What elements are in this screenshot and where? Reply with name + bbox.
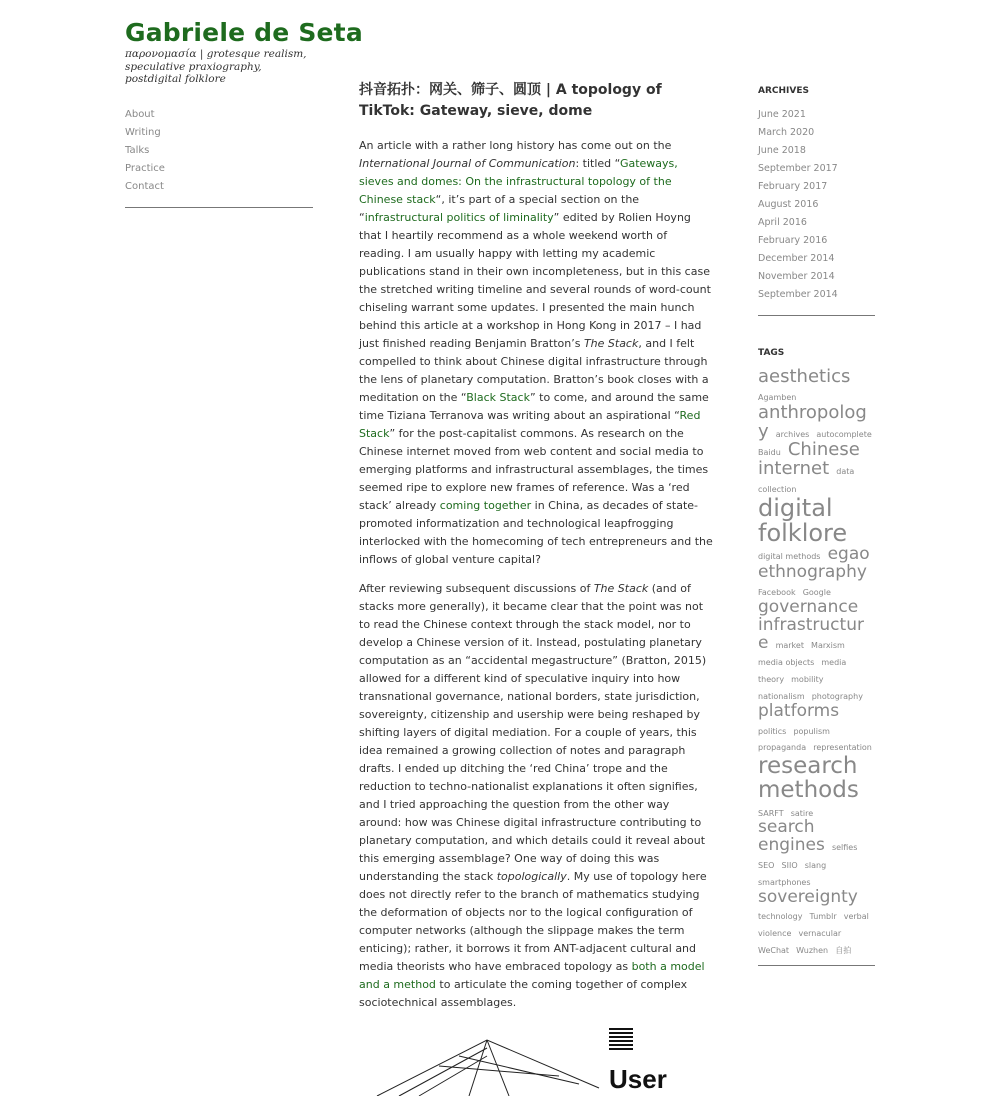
inline-link[interactable]: coming together (439, 499, 532, 512)
tag-link[interactable]: search engines (758, 817, 825, 856)
tag-cloud (758, 368, 875, 957)
tag-link[interactable]: governance (758, 596, 859, 617)
tag-link[interactable]: 自拍 (835, 946, 852, 956)
tag-link[interactable]: Google (802, 588, 831, 598)
tags-title: TAGS (758, 348, 785, 358)
tag-link[interactable]: slang (804, 861, 827, 871)
tag-link[interactable]: sovereignty (758, 886, 858, 907)
tag-link[interactable]: Marxism (811, 640, 845, 650)
emphasis-text: topologically (496, 870, 567, 883)
nav-item-about[interactable]: About (125, 108, 155, 120)
tag-link[interactable]: propaganda (758, 743, 807, 753)
tag-link[interactable]: mobility (791, 675, 824, 685)
tag-link[interactable]: platforms (758, 700, 840, 721)
tag-link[interactable]: Wuzhen (796, 946, 829, 956)
site-header (125, 18, 363, 208)
tag-link[interactable]: infrastructure (758, 614, 864, 653)
tag-link[interactable]: nationalism (758, 692, 805, 702)
inline-link[interactable]: infrastructural politics of liminality (364, 211, 554, 224)
tag-link[interactable]: selfies (831, 843, 858, 853)
tag-link[interactable]: Agamben (758, 392, 797, 402)
text-run: ” for the post-capitalist commons. As research on the Chinese internet moved from web content and social media to emerging platforms and infrastructural assemblages, the times seemed ripe to explore new frames of reference. Was a ‘red stack’ already (359, 427, 709, 512)
inline-link[interactable]: Black Stack (466, 391, 530, 404)
tag-link[interactable]: technology (758, 912, 803, 922)
text-run: (and of stacks more generally), it became clear that the point was not to read the Chinese context through the stack model, nor to develop a Chinese version of it. Instead, postulating planetary computation as an “accidental megastructure” (Bratton, 2015) allowed for a different kind of speculative inquiry into how transnational governance, national borders, state jurisdiction, sovereignty, citizenship and usership were being reshaped by shifting layers of digital mediation. For a couple of years, this idea remained a growing collection of notes and paragraph drafts. I ended up ditching the ‘red China’ trope and the reduction to techno-nationalist explanations it often signifies, and I tried approaching the question from the other way around: how was Chinese digital infrastructure contributing to planetary computation, and which details could it reveal about this emerging assemblage? One way of doing this was understanding the stack (359, 582, 707, 883)
text-run: ” edited by Rolien Hoyng that I heartily recommend as a whole weekend worth of reading. I am usually happy with letting my academic publications stand in their own incompleteness, but in this case the stretched writing timeline and several rounds of word-count chiseling warrant some updates. I presented the main hunch behind this article at a workshop in Hong Kong in 2017 – I had just finished reading Benjamin Bratton’s (359, 211, 711, 350)
post-figure (359, 1026, 713, 1096)
tag-link[interactable]: egao (827, 544, 870, 565)
emphasis-text: The Stack (593, 582, 649, 595)
tag-link[interactable]: vernacular (798, 929, 842, 939)
tag-link[interactable]: Tumblr (809, 912, 837, 922)
tag-link[interactable]: autocomplete (816, 429, 872, 439)
text-run: , and I felt compelled to think about Chinese digital infrastructure through the lens of planetary computation. Bratton’s book closes with a meditation on the “ (359, 337, 709, 404)
site-description: παρονομασία | grotesque realism, speculative praxiography, postdigital folklore (125, 48, 307, 85)
stack-icon (609, 1028, 633, 1050)
archive-link[interactable]: August 2016 (758, 199, 819, 210)
tag-link[interactable]: politics (758, 726, 787, 736)
archive-link[interactable]: November 2014 (758, 271, 835, 282)
archive-link[interactable]: April 2016 (758, 217, 807, 228)
tag-link[interactable]: SEO (758, 861, 775, 871)
tag-link[interactable]: representation (813, 743, 872, 753)
inline-link[interactable]: both a model and a method (359, 960, 705, 991)
post-paragraph-1 (359, 137, 713, 569)
tag-link[interactable]: photography (811, 692, 863, 702)
sidebar (758, 84, 875, 966)
archives-widget (758, 84, 875, 316)
text-run: to articulate the coming together of complex sociotechnical assemblages. (359, 978, 688, 1009)
tag-link[interactable]: media objects (758, 658, 815, 668)
text-run: “, it’s part of a special section on the “ (359, 193, 640, 224)
tag-link[interactable]: aesthetics (758, 366, 851, 387)
nav-item-talks[interactable]: Talks (125, 144, 150, 156)
text-run: : titled “ (575, 157, 620, 170)
archive-link[interactable]: September 2014 (758, 289, 838, 300)
inline-link[interactable]: Red Stack (359, 409, 701, 440)
tag-link[interactable]: anthropology (758, 401, 867, 442)
text-run: in China, as decades of state-promoted informatization and technological leapfrogging interlocked with the homecoming of tech entrepreneurs and the inflows of global venture capital? (359, 499, 713, 566)
archives-title: ARCHIVES (758, 86, 809, 96)
text-run: After reviewing subsequent discussions of (359, 582, 594, 595)
tag-link[interactable]: digital folklore (758, 494, 848, 548)
tag-link[interactable]: WeChat (758, 946, 790, 956)
archive-link[interactable]: February 2017 (758, 181, 828, 192)
tag-link[interactable]: smartphones (758, 877, 811, 887)
archive-link[interactable]: September 2017 (758, 163, 838, 174)
nav-item-practice[interactable]: Practice (125, 162, 165, 174)
tag-link[interactable]: SIIO (781, 861, 798, 871)
tag-link[interactable]: Facebook (758, 588, 796, 598)
post-title: 抖音拓扑：网关、筛子、圆顶 | A topology of TikTok: Gateway, sieve, dome (359, 82, 662, 119)
tags-widget (758, 346, 875, 966)
tag-link[interactable]: verbal violence (758, 912, 869, 939)
archive-link[interactable]: December 2014 (758, 253, 835, 264)
figure-label: User (609, 1064, 667, 1094)
archive-link[interactable]: June 2021 (758, 109, 806, 120)
tag-link[interactable]: data collection (758, 467, 855, 495)
post (359, 80, 713, 1096)
emphasis-text: International Journal of Communication (359, 157, 576, 170)
archive-link[interactable]: February 2016 (758, 235, 828, 246)
main-nav (125, 106, 313, 208)
tag-link[interactable]: Baidu (758, 448, 781, 458)
text-run: An article with a rather long history has come out on the (359, 139, 672, 152)
nav-item-writing[interactable]: Writing (125, 126, 161, 138)
post-paragraph-2 (359, 580, 713, 1012)
archives-list (758, 106, 875, 304)
tag-link[interactable]: Chinese internet (758, 439, 860, 480)
tag-link[interactable]: ethnography (758, 562, 867, 583)
tag-link[interactable]: populism (793, 726, 830, 736)
nav-item-contact[interactable]: Contact (125, 180, 164, 192)
tag-link[interactable]: market (775, 640, 804, 650)
tag-link[interactable]: satire (790, 808, 814, 818)
tag-link[interactable]: digital methods (758, 552, 821, 562)
wireframe-grid (377, 1040, 599, 1096)
text-run: . My use of topology here does not directly refer to the branch of mathematics studying the deformation of objects nor to the logical configuration of computer networks (although the slippage makes the term enticing); rather, it borrows it from ANT-adjacent cultural and media theorists who have embraced topology as (359, 870, 707, 973)
tag-link[interactable]: archives (775, 429, 810, 439)
emphasis-text: The Stack (583, 337, 639, 350)
text-run: ” to come, and around the same time Tiziana Terranova was writing about an aspirational “ (359, 391, 709, 422)
tag-link[interactable]: media theory (758, 658, 847, 685)
inline-link[interactable]: Gateways, sieves and domes: On the infrastructural topology of the Chinese stack (359, 157, 678, 206)
archive-link[interactable]: March 2020 (758, 127, 815, 138)
tag-link[interactable]: SARFT (758, 808, 784, 818)
tag-link[interactable]: research methods (758, 753, 859, 804)
site-title[interactable]: Gabriele de Seta (125, 18, 363, 47)
archive-link[interactable]: June 2018 (758, 145, 806, 156)
